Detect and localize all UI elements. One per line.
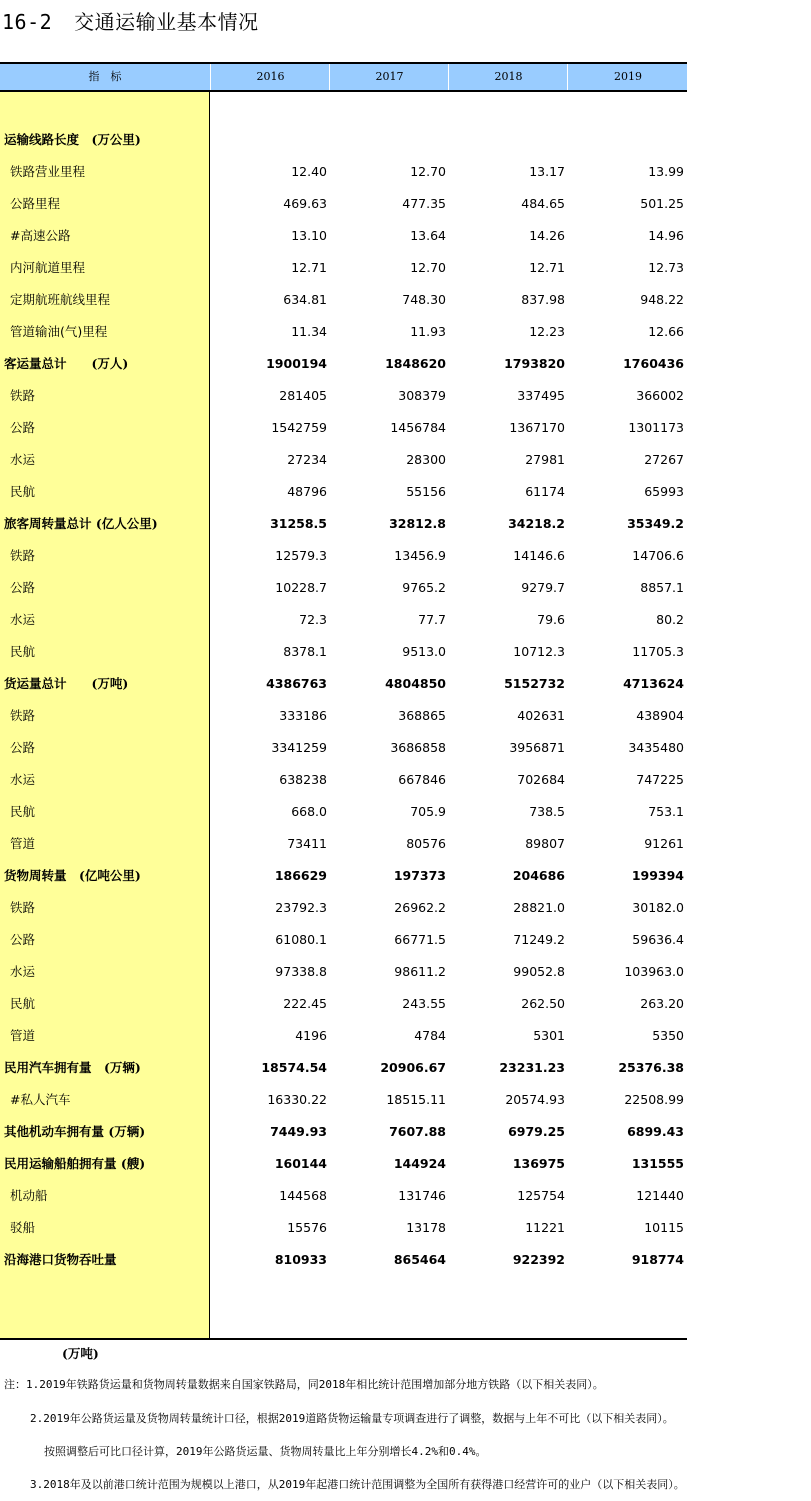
cell-2017: 667846 <box>398 772 446 787</box>
table-row <box>0 1148 687 1180</box>
cell-2017: 4804850 <box>385 676 446 691</box>
table-row <box>0 540 687 572</box>
cell-2016: 12.71 <box>291 260 327 275</box>
cell-2017: 368865 <box>398 708 446 723</box>
cell-2016: 72.3 <box>299 612 327 627</box>
table-row <box>0 1020 687 1052</box>
cell-2016: 73411 <box>287 836 327 851</box>
cell-2017: 18515.11 <box>386 1092 446 1107</box>
row-label: 民航 <box>10 644 36 659</box>
cell-2018: 738.5 <box>529 804 565 819</box>
cell-2016: 16330.22 <box>267 1092 327 1107</box>
row-label: 运输线路长度 (万公里) <box>4 132 141 147</box>
table-row <box>0 412 687 444</box>
cell-2018: 12.23 <box>529 324 565 339</box>
row-label: 货物周转量 (亿吨公里) <box>4 868 141 883</box>
row-label: 公路 <box>10 740 36 755</box>
cell-2016: 638238 <box>279 772 327 787</box>
row-label: 机动船 <box>10 1188 48 1203</box>
cell-2018: 9279.7 <box>521 580 565 595</box>
row-label: 民用运输船舶拥有量 (艘) <box>4 1156 146 1171</box>
cell-2018: 79.6 <box>537 612 565 627</box>
cell-2017: 11.93 <box>410 324 446 339</box>
data-table <box>0 62 687 1361</box>
row-label: 铁路营业里程 <box>10 164 86 179</box>
cell-2016: 4196 <box>295 1028 327 1043</box>
row-label: 沿海港口货物吞吐量 <box>4 1252 117 1267</box>
table-row <box>0 764 687 796</box>
cell-2019: 438904 <box>636 708 684 723</box>
cell-2018: 14.26 <box>529 228 565 243</box>
table-row <box>0 284 687 316</box>
cell-2019: 753.1 <box>648 804 684 819</box>
row-label: 水运 <box>10 964 36 979</box>
table-row <box>0 348 687 380</box>
cell-2017: 308379 <box>398 388 446 403</box>
row-label: #高速公路 <box>10 228 71 243</box>
header-year-2018: 2018 <box>448 64 568 90</box>
row-label: 管道输油(气)里程 <box>10 324 108 339</box>
row-label: 管道 <box>10 836 36 851</box>
cell-2019: 27267 <box>644 452 684 467</box>
cell-2016: 61080.1 <box>275 932 327 947</box>
cell-2016: 18574.54 <box>261 1060 327 1075</box>
cell-2016: 1542759 <box>271 420 327 435</box>
row-label: 民用汽车拥有量 (万辆) <box>4 1060 141 1075</box>
cell-2019: 22508.99 <box>624 1092 684 1107</box>
row-label: 旅客周转量总计 (亿人公里) <box>4 516 158 531</box>
cell-2017: 144924 <box>393 1156 446 1171</box>
row-label: 水运 <box>10 612 36 627</box>
table-row <box>0 188 687 220</box>
cell-2019: 91261 <box>644 836 684 851</box>
table-row <box>0 1244 687 1276</box>
cell-2017: 243.55 <box>402 996 446 1011</box>
cell-2019: 30182.0 <box>632 900 684 915</box>
row-label: 铁路 <box>10 388 36 403</box>
cell-2019: 948.22 <box>640 292 684 307</box>
cell-2019: 5350 <box>652 1028 684 1043</box>
cell-2017: 1848620 <box>385 356 446 371</box>
table-row <box>0 380 687 412</box>
footnote-2-continued: 按照调整后可比口径计算，2019年公路货运量、货物周转量比上年分别增长4.2%和0.4%。 <box>44 1445 487 1458</box>
table-row <box>0 124 687 156</box>
cell-2017: 1456784 <box>390 420 446 435</box>
table-row <box>0 1212 687 1244</box>
cell-2019: 4713624 <box>623 676 684 691</box>
cell-2016: 31258.5 <box>270 516 327 531</box>
cell-2016: 1900194 <box>266 356 327 371</box>
table-row <box>0 156 687 188</box>
table-row <box>0 220 687 252</box>
cell-2019: 131555 <box>631 1156 684 1171</box>
cell-2018: 484.65 <box>521 196 565 211</box>
cell-2016: 4386763 <box>266 676 327 691</box>
cell-2019: 366002 <box>636 388 684 403</box>
cell-2019: 65993 <box>644 484 684 499</box>
cell-2017: 32812.8 <box>389 516 446 531</box>
cell-2019: 14.96 <box>648 228 684 243</box>
cell-2016: 12.40 <box>291 164 327 179</box>
row-label: 公路里程 <box>10 196 61 211</box>
cell-2016: 15576 <box>287 1220 327 1235</box>
cell-2018: 3956871 <box>509 740 565 755</box>
cell-2019 <box>574 124 684 156</box>
cell-2017: 7607.88 <box>389 1124 446 1139</box>
row-label: 民航 <box>10 804 36 819</box>
row-label: 铁路 <box>10 548 36 563</box>
cell-2017: 705.9 <box>410 804 446 819</box>
cell-2017: 131746 <box>398 1188 446 1203</box>
table-row <box>0 956 687 988</box>
cell-2018: 14146.6 <box>513 548 565 563</box>
cell-2017: 13.64 <box>410 228 446 243</box>
cell-2017: 77.7 <box>418 612 446 627</box>
cell-2017: 20906.67 <box>380 1060 446 1075</box>
cell-2019: 103963.0 <box>624 964 684 979</box>
cell-2019: 8857.1 <box>640 580 684 595</box>
cell-2019: 199394 <box>631 868 684 883</box>
cell-2019: 1760436 <box>623 356 684 371</box>
row-label: #私人汽车 <box>10 1092 71 1107</box>
cell-2017 <box>336 124 446 156</box>
cell-2018: 27981 <box>525 452 565 467</box>
cell-2016: 27234 <box>287 452 327 467</box>
cell-2016: 8378.1 <box>283 644 327 659</box>
table-bottom-rule <box>0 1338 687 1340</box>
header-year-2016: 2016 <box>210 64 330 90</box>
footnote-2: 2.2019年公路货运量及货物周转量统计口径，根据2019道路货物运输量专项调查进行了调整，数据与上年不可比（以下相关表同）。 <box>30 1412 674 1425</box>
cell-2019: 35349.2 <box>627 516 684 531</box>
cell-2018: 702684 <box>517 772 565 787</box>
table-row <box>0 924 687 956</box>
cell-2018: 337495 <box>517 388 565 403</box>
cell-2019: 263.20 <box>640 996 684 1011</box>
cell-2016: 160144 <box>274 1156 327 1171</box>
cell-2016: 13.10 <box>291 228 327 243</box>
cell-2018: 262.50 <box>521 996 565 1011</box>
row-label: 公路 <box>10 580 36 595</box>
cell-2016: 668.0 <box>291 804 327 819</box>
cell-2017: 9513.0 <box>402 644 446 659</box>
table-title: 交通运输业基本情况 <box>74 10 259 34</box>
row-label: 水运 <box>10 772 36 787</box>
cell-2018: 20574.93 <box>505 1092 565 1107</box>
cell-2017: 13178 <box>406 1220 446 1235</box>
cell-2018: 922392 <box>512 1252 565 1267</box>
row-label: 民航 <box>10 484 36 499</box>
cell-2019: 12.73 <box>648 260 684 275</box>
row-label: 内河航道里程 <box>10 260 86 275</box>
cell-2019: 59636.4 <box>632 932 684 947</box>
cell-2018: 71249.2 <box>513 932 565 947</box>
cell-2016: 469.63 <box>283 196 327 211</box>
cell-2018: 1367170 <box>509 420 565 435</box>
cell-2018: 34218.2 <box>508 516 565 531</box>
table-row <box>0 828 687 860</box>
cell-2017: 98611.2 <box>394 964 446 979</box>
row-label: 管道 <box>10 1028 36 1043</box>
table-row <box>0 796 687 828</box>
cell-2017: 748.30 <box>402 292 446 307</box>
cell-2017: 477.35 <box>402 196 446 211</box>
row-label: 水运 <box>10 452 36 467</box>
cell-2016: 97338.8 <box>275 964 327 979</box>
footnote-3: 3.2018年及以前港口统计范围为规模以上港口，从2019年起港口统计范围调整为全国所有获得港口经营许可的业户（以下相关表同）。 <box>30 1478 685 1491</box>
row-label: 民航 <box>10 996 36 1011</box>
cell-2019: 1301173 <box>628 420 684 435</box>
cell-2016: 7449.93 <box>270 1124 327 1139</box>
table-header <box>0 62 687 92</box>
row-label: 货运量总计 (万吨) <box>4 676 129 691</box>
cell-2018: 13.17 <box>529 164 565 179</box>
table-row <box>0 860 687 892</box>
table-row <box>0 252 687 284</box>
cell-2017: 13456.9 <box>394 548 446 563</box>
cell-2016: 23792.3 <box>275 900 327 915</box>
row-label: 公路 <box>10 932 36 947</box>
table-row <box>0 476 687 508</box>
cell-2019: 25376.38 <box>618 1060 684 1075</box>
cell-2017: 55156 <box>406 484 446 499</box>
row-label: 客运量总计 (万人) <box>4 356 129 371</box>
cell-2018: 125754 <box>517 1188 565 1203</box>
table-row <box>0 988 687 1020</box>
table-row <box>0 732 687 764</box>
cell-2017: 28300 <box>406 452 446 467</box>
cell-2016: 281405 <box>279 388 327 403</box>
cell-2016: 11.34 <box>291 324 327 339</box>
cell-2018: 89807 <box>525 836 565 851</box>
table-row <box>0 1116 687 1148</box>
cell-2019: 80.2 <box>656 612 684 627</box>
cell-2017: 12.70 <box>410 164 446 179</box>
cell-2016: 144568 <box>279 1188 327 1203</box>
cell-2019: 12.66 <box>648 324 684 339</box>
cell-2016 <box>217 124 327 156</box>
cell-2018: 12.71 <box>529 260 565 275</box>
last-row-unit: (万吨) <box>62 1346 99 1361</box>
cell-2019: 6899.43 <box>627 1124 684 1139</box>
cell-2018: 136975 <box>512 1156 565 1171</box>
row-label: 定期航班航线里程 <box>10 292 111 307</box>
table-row <box>0 604 687 636</box>
row-label: 其他机动车拥有量 (万辆) <box>4 1124 146 1139</box>
table-number: 16-2 <box>2 10 53 34</box>
cell-2019: 13.99 <box>648 164 684 179</box>
cell-2018: 837.98 <box>521 292 565 307</box>
row-label: 铁路 <box>10 900 36 915</box>
table-row <box>0 1052 687 1084</box>
header-year-2017: 2017 <box>329 64 449 90</box>
cell-2016: 186629 <box>274 868 327 883</box>
cell-2017: 80576 <box>406 836 446 851</box>
cell-2016: 10228.7 <box>275 580 327 595</box>
cell-2016: 810933 <box>274 1252 327 1267</box>
cell-2018: 5152732 <box>504 676 565 691</box>
row-label: 驳船 <box>10 1220 36 1235</box>
cell-2018: 61174 <box>525 484 565 499</box>
cell-2016: 222.45 <box>283 996 327 1011</box>
table-row <box>0 892 687 924</box>
header-year-2019: 2019 <box>567 64 688 90</box>
cell-2019: 747225 <box>636 772 684 787</box>
cell-2016: 333186 <box>279 708 327 723</box>
cell-2019: 11705.3 <box>632 644 684 659</box>
cell-2019: 501.25 <box>640 196 684 211</box>
table-row <box>0 1180 687 1212</box>
row-label: 公路 <box>10 420 36 435</box>
cell-2017: 66771.5 <box>394 932 446 947</box>
cell-2018: 10712.3 <box>513 644 565 659</box>
cell-2018: 402631 <box>517 708 565 723</box>
cell-2017: 865464 <box>393 1252 446 1267</box>
cell-2016: 634.81 <box>283 292 327 307</box>
cell-2017: 9765.2 <box>402 580 446 595</box>
table-row <box>0 572 687 604</box>
row-label: 铁路 <box>10 708 36 723</box>
footnote-1: 注：1.2019年铁路货运量和货物周转量数据来自国家铁路局，同2018年相比统计范围增加部分地方铁路（以下相关表同）。 <box>4 1378 604 1391</box>
table-row <box>0 636 687 668</box>
page-title <box>2 6 259 35</box>
cell-2016: 12579.3 <box>275 548 327 563</box>
cell-2017: 26962.2 <box>394 900 446 915</box>
cell-2018: 1793820 <box>504 356 565 371</box>
table-row <box>0 444 687 476</box>
table-row <box>0 700 687 732</box>
cell-2019: 121440 <box>636 1188 684 1203</box>
table-row <box>0 1084 687 1116</box>
cell-2017: 12.70 <box>410 260 446 275</box>
cell-2018: 28821.0 <box>513 900 565 915</box>
header-indicator: 指 标 <box>88 70 122 83</box>
cell-2019: 3435480 <box>628 740 684 755</box>
table-row <box>0 668 687 700</box>
cell-2017: 4784 <box>414 1028 446 1043</box>
cell-2018: 11221 <box>525 1220 565 1235</box>
cell-2018: 5301 <box>533 1028 565 1043</box>
cell-2017: 3686858 <box>390 740 446 755</box>
table-row <box>0 316 687 348</box>
cell-2018 <box>455 124 565 156</box>
cell-2019: 10115 <box>644 1220 684 1235</box>
cell-2018: 204686 <box>512 868 565 883</box>
cell-2019: 14706.6 <box>632 548 684 563</box>
cell-2018: 23231.23 <box>499 1060 565 1075</box>
cell-2016: 48796 <box>287 484 327 499</box>
cell-2017: 197373 <box>393 868 446 883</box>
table-row <box>0 508 687 540</box>
cell-2018: 6979.25 <box>508 1124 565 1139</box>
cell-2018: 99052.8 <box>513 964 565 979</box>
cell-2019: 918774 <box>631 1252 684 1267</box>
cell-2016: 3341259 <box>271 740 327 755</box>
